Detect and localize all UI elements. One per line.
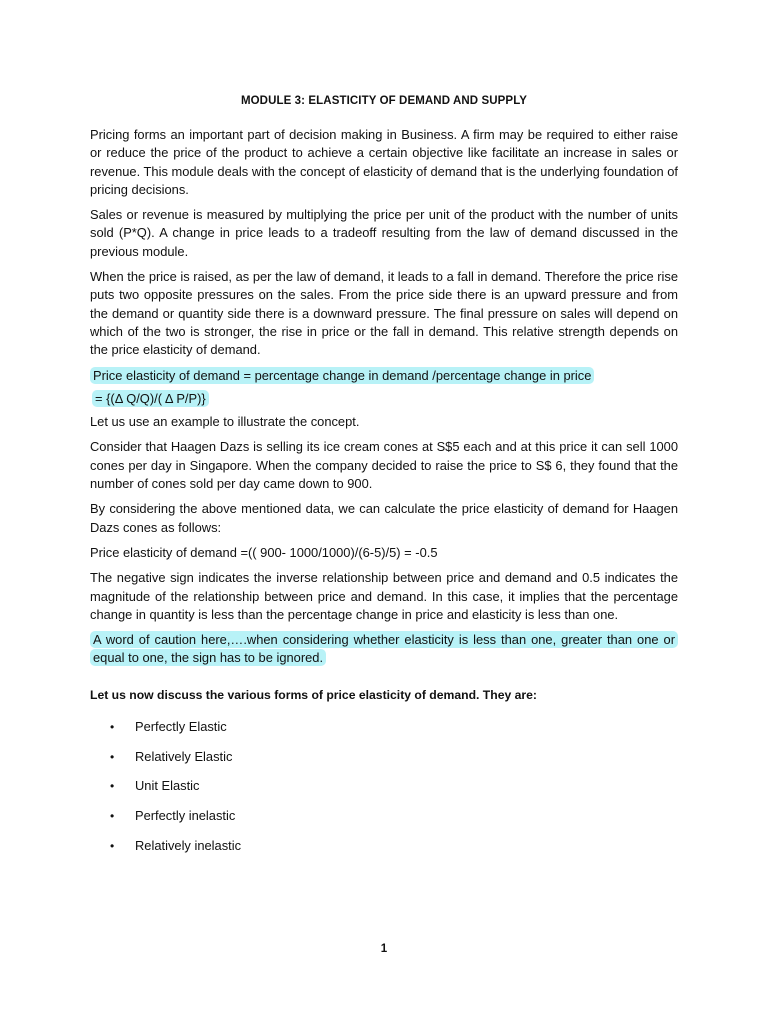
list-item-label: Perfectly Elastic [135,719,227,735]
paragraph-law-of-demand: When the price is raised, as per the law of demand, it leads to a fall in demand. Therefore the price rise puts two opposite pressures on the sales. From the price side there is an upward pressure and from the demand or quantity side there is a downward pressure. The final pressure on sales will depend on which of the two is stronger, the rise in price or the fall in demand. This relative strength depends on the price elasticity of demand. [90,269,678,358]
formula-expression-line [92,390,678,408]
formula-definition-line [90,367,678,385]
list-item-label: Unit Elastic [135,778,200,794]
list-item-label: Relatively Elastic [135,748,233,764]
elasticity-forms-list [90,718,678,855]
forms-heading: Let us now discuss the various forms of price elasticity of demand. They are: [90,687,537,702]
paragraph-revenue: Sales or revenue is measured by multiplying the price per unit of the product with the number of units sold (P*Q). A change in price leads to a tradeoff resulting from the law of demand discussed in the previous module. [90,207,678,259]
list-item-label: Relatively inelastic [135,837,242,853]
caution-line [90,631,678,668]
paragraph-haagen-dazs: Consider that Haagen Dazs is selling its ice cream cones at S$5 each and at this price it can sell 1000 cones per day in Singapore. When the company decided to raise the price to S$ 6, they found that the number of cones sold per day came down to 900. [90,439,678,492]
paragraph-calculation-intro: By considering the above mentioned data, we can calculate the price elasticity of demand for Haagen Dazs cones as follows: [90,501,678,535]
list-item [90,748,678,766]
list-item-label: Perfectly inelastic [135,808,236,824]
list-item [90,718,678,736]
formula-expression: = {(Δ Q/Q)/( Δ P/P)} [92,390,209,407]
list-item [90,807,678,825]
bullet-icon: • [110,720,115,735]
bullet-icon: • [110,809,115,824]
paragraph-intro: Pricing forms an important part of decision making in Business. A firm may be required to either raise or reduce the price of the product to achieve a certain objective like facilitate an increase in sales or revenue. This module deals with the concept of elasticity of demand that is the underlying foundation of pricing decisions. [90,127,678,197]
paragraph-calculation: Price elasticity of demand =(( 900- 1000/1000)/(6-5)/5) = -0.5 [90,544,438,560]
formula-definition: Price elasticity of demand = percentage change in demand /percentage change in price [90,367,594,384]
bullet-icon: • [110,749,115,764]
list-item [90,837,678,855]
document-body [90,126,678,866]
page-title: MODULE 3: ELASTICITY OF DEMAND AND SUPPLY [240,95,528,107]
bullet-icon: • [110,838,115,853]
list-item [90,777,678,795]
page-number: 1 [380,943,388,955]
paragraph-negative-sign: The negative sign indicates the inverse relationship between price and demand and 0.5 indicates the magnitude of the relationship between price and demand. In this case, it implies that the percentage change in quantity is less than the percentage change in price and elasticity is less than one. [90,570,678,622]
paragraph-example-intro: Let us use an example to illustrate the concept. [90,414,360,430]
caution-note: A word of caution here,….when considering whether elasticity is less than one, greater than one or equal to one, the sign has to be ignored. [90,631,678,666]
bullet-icon: • [110,779,115,794]
